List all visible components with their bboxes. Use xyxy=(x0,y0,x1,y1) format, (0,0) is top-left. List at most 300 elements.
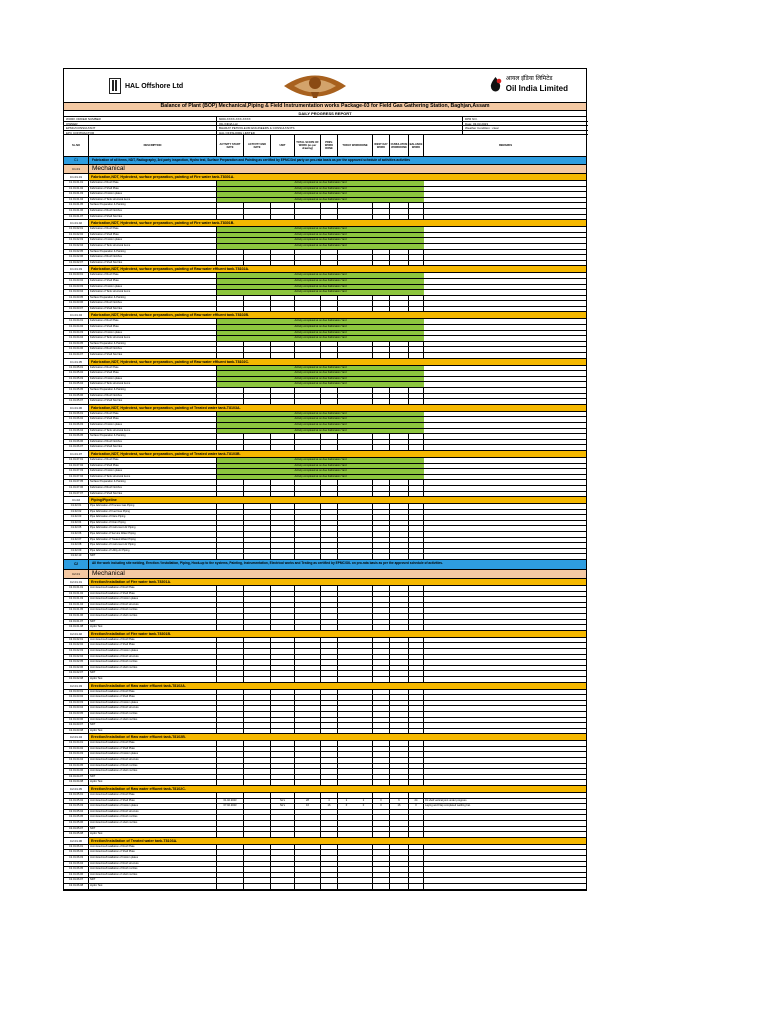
empty-cell xyxy=(424,215,587,220)
empty-cell xyxy=(373,492,390,497)
empty-cell xyxy=(295,666,321,671)
empty-cell xyxy=(244,832,271,837)
row-description: Fabrication of Shell Plate xyxy=(89,325,217,330)
empty-cell xyxy=(409,625,424,630)
category-row xyxy=(64,165,586,174)
row-description: Fabrication of Shell Plate xyxy=(89,464,217,469)
empty-cell xyxy=(338,209,373,214)
empty-cell xyxy=(295,526,321,531)
group-title: Erection/Installation of Fire water tank-T8301A. xyxy=(89,579,586,585)
empty-cell xyxy=(424,758,587,763)
empty-cell xyxy=(244,445,271,450)
empty-cell xyxy=(217,625,244,630)
activity-status-note: Activity completed at on-hoe Fabrication Yard xyxy=(217,336,424,341)
row-id: C1.01.04.01 xyxy=(64,319,89,324)
empty-cell xyxy=(338,769,373,774)
empty-cell xyxy=(338,620,373,625)
empty-cell xyxy=(217,353,244,358)
today-work-value: 0 xyxy=(345,804,348,808)
row-id: C2.01.02.01 xyxy=(64,638,89,643)
empty-cell xyxy=(295,510,321,515)
empty-cell xyxy=(373,353,390,358)
group-title: Fabrication,NDT, Hydrotest, surface preparation, painting of Fire water tank-T8301B. xyxy=(89,220,586,226)
empty-cell xyxy=(271,718,295,723)
empty-cell xyxy=(321,769,338,774)
empty-cell xyxy=(409,515,424,520)
total-scope: 16 xyxy=(295,804,321,809)
empty-cell xyxy=(373,660,390,665)
empty-cell xyxy=(295,723,321,728)
empty-cell xyxy=(295,532,321,537)
empty-cell xyxy=(424,878,587,883)
row-id: C2.01.05.05 xyxy=(64,815,89,820)
activity-status-note: Activity completed at on-hoe Fabrication Yard xyxy=(217,469,424,474)
empty-cell xyxy=(373,440,390,445)
empty-cell xyxy=(321,884,338,889)
empty-cell xyxy=(217,815,244,820)
empty-cell xyxy=(390,614,409,619)
empty-cell xyxy=(338,832,373,837)
empty-cell xyxy=(321,723,338,728)
row-description: Hydro Test xyxy=(89,884,217,889)
empty-cell xyxy=(373,342,390,347)
empty-cell xyxy=(271,586,295,591)
empty-cell xyxy=(295,342,321,347)
empty-cell xyxy=(271,867,295,872)
group-title: Fabrication,NDT, Hydrotest, surface preparation, painting of Fire water tank-T8301A. xyxy=(89,174,586,180)
empty-cell xyxy=(217,677,244,682)
empty-cell xyxy=(424,729,587,734)
row-id: C1.01.03.04 xyxy=(64,290,89,295)
info-cell: DPR NO. xyxy=(463,117,588,122)
group-row xyxy=(64,266,586,273)
empty-cell xyxy=(321,307,338,312)
empty-cell xyxy=(321,521,338,526)
column-header: TODAY WORKDONE xyxy=(338,135,373,156)
empty-cell xyxy=(217,614,244,619)
empty-cell xyxy=(217,747,244,752)
empty-cell xyxy=(217,878,244,883)
activity-status-note: Activity completed at on-hoe Fabrication Yard xyxy=(217,319,424,324)
row-description: Surface Preparation & Painting xyxy=(89,296,217,301)
empty-cell xyxy=(295,862,321,867)
empty-cell xyxy=(321,608,338,613)
empty-cell xyxy=(217,434,244,439)
empty-cell xyxy=(409,671,424,676)
row-description: Joint Erection/Installation of Roof nozzles xyxy=(89,608,217,613)
empty-cell xyxy=(373,480,390,485)
row-description: Joint Erection/Installation of Roof Plate xyxy=(89,793,217,798)
empty-cell xyxy=(271,620,295,625)
unit: No's xyxy=(271,804,295,809)
empty-cell xyxy=(424,586,587,591)
total-scope: 28 xyxy=(295,799,321,804)
empty-cell xyxy=(271,827,295,832)
column-header: ACTIVITY END DATE xyxy=(244,135,271,156)
group-title: Fabrication,NDT, Hydrotest, surface preparation, painting of Treated water tank-T8103A. xyxy=(89,405,586,411)
group-title: Piping/Pipeline xyxy=(89,497,586,503)
group-id: C1.01.05 xyxy=(64,359,89,365)
empty-cell xyxy=(409,543,424,548)
empty-cell xyxy=(373,815,390,820)
empty-cell xyxy=(295,597,321,602)
empty-cell xyxy=(409,856,424,861)
empty-cell xyxy=(321,873,338,878)
row-description: Joint Erection/Installation of shell nozzles xyxy=(89,821,217,826)
empty-cell xyxy=(244,821,271,826)
empty-cell xyxy=(409,660,424,665)
empty-cell xyxy=(373,747,390,752)
empty-cell xyxy=(390,723,409,728)
empty-cell xyxy=(321,614,338,619)
row-description: Fabrication of Roof Nozzles xyxy=(89,440,217,445)
row-description: Hydro Test xyxy=(89,780,217,785)
row-id: C2.01.04.08 xyxy=(64,780,89,785)
empty-cell xyxy=(424,850,587,855)
row-id: C2.01.03.06 xyxy=(64,718,89,723)
start-date: 07.02.2023 xyxy=(217,804,244,809)
empty-cell xyxy=(390,638,409,643)
empty-cell xyxy=(244,706,271,711)
row-id: C1.02.05 xyxy=(64,526,89,531)
empty-cell xyxy=(321,394,338,399)
empty-cell xyxy=(321,649,338,654)
empty-cell xyxy=(390,504,409,509)
empty-cell xyxy=(271,769,295,774)
section-id: C2 xyxy=(64,560,89,569)
group-title: Fabrication,NDT, Hydrotest, surface preparation, painting of Raw water effluent tank-T8102B. xyxy=(89,312,586,318)
empty-cell xyxy=(424,690,587,695)
empty-cell xyxy=(321,625,338,630)
empty-cell xyxy=(338,301,373,306)
group-id: C1.01.06 xyxy=(64,405,89,411)
empty-cell xyxy=(373,775,390,780)
empty-cell xyxy=(373,620,390,625)
empty-cell xyxy=(321,504,338,509)
empty-cell xyxy=(424,706,587,711)
row-id: C1.02.01 xyxy=(64,504,89,509)
row-description: Fabrication of Shell Nozzles xyxy=(89,445,217,450)
empty-cell xyxy=(390,394,409,399)
empty-cell xyxy=(373,718,390,723)
empty-cell xyxy=(390,775,409,780)
empty-cell xyxy=(409,677,424,682)
oil-india-hindi-text: आयल इंडिया लिमिटेड xyxy=(505,76,553,82)
empty-cell xyxy=(244,586,271,591)
category-row xyxy=(64,570,586,579)
activity-status-note: Activity completed at on-hoe Fabrication Yard xyxy=(217,377,424,382)
empty-cell xyxy=(321,586,338,591)
empty-cell xyxy=(424,597,587,602)
row-id: C2.01.03.05 xyxy=(64,712,89,717)
empty-cell xyxy=(409,878,424,883)
empty-cell xyxy=(373,873,390,878)
empty-cell xyxy=(321,660,338,665)
row-description: Fabrication of Shell Plate xyxy=(89,233,217,238)
empty-cell xyxy=(338,695,373,700)
activity-status-note: Activity completed at on-hoe Fabrication Yard xyxy=(217,227,424,232)
empty-cell xyxy=(338,723,373,728)
empty-cell xyxy=(409,203,424,208)
row-description: Joint Erection/Installation of Shell Plate xyxy=(89,695,217,700)
row-id: C2.01.05.02 xyxy=(64,799,89,804)
row-id: C2.01.02.03 xyxy=(64,649,89,654)
empty-cell xyxy=(424,769,587,774)
empty-cell xyxy=(271,660,295,665)
column-header: ACTIVITY START DATE xyxy=(217,135,244,156)
row-id: C2.01.06.04 xyxy=(64,862,89,867)
empty-cell xyxy=(244,434,271,439)
empty-cell xyxy=(321,729,338,734)
empty-cell xyxy=(338,532,373,537)
empty-cell xyxy=(271,884,295,889)
empty-cell xyxy=(244,741,271,746)
row-description: Joint Erection/Installation of Roof structure xyxy=(89,603,217,608)
cumulative-work: 16 xyxy=(390,804,409,809)
empty-cell xyxy=(390,255,409,260)
empty-cell xyxy=(338,608,373,613)
empty-cell xyxy=(271,764,295,769)
empty-cell xyxy=(295,586,321,591)
empty-cell xyxy=(321,388,338,393)
row-description: Fabrication of Roof Nozzles xyxy=(89,209,217,214)
row-id: C1.01.07.05 xyxy=(64,480,89,485)
empty-cell xyxy=(217,510,244,515)
empty-cell xyxy=(271,677,295,682)
empty-cell xyxy=(295,614,321,619)
empty-cell xyxy=(244,884,271,889)
row-remark: Laying and Flap completed welding bal. xyxy=(425,804,471,808)
empty-cell xyxy=(217,492,244,497)
empty-cell xyxy=(271,608,295,613)
row-description: Fabrication of Tank structural items xyxy=(89,198,217,203)
empty-cell xyxy=(390,353,409,358)
empty-cell xyxy=(271,603,295,608)
row-description: Joint Erection/Installation of shell nozzles xyxy=(89,666,217,671)
empty-cell xyxy=(244,775,271,780)
empty-cell xyxy=(244,769,271,774)
empty-cell xyxy=(409,434,424,439)
row-description: Joint Erection/Installation of Roof nozzles xyxy=(89,712,217,717)
row-description: Fabrication of Roof Plate xyxy=(89,273,217,278)
empty-cell xyxy=(244,850,271,855)
activity-status-note: Activity completed at on-hoe Fabrication Yard xyxy=(217,331,424,336)
empty-cell xyxy=(424,538,587,543)
empty-cell xyxy=(244,399,271,404)
empty-cell xyxy=(338,586,373,591)
info-cell: BHARAT PETROLEUM ENGINEERS & CONSULTANTS xyxy=(217,126,463,131)
empty-cell xyxy=(409,592,424,597)
empty-cell xyxy=(409,510,424,515)
empty-cell xyxy=(271,856,295,861)
empty-cell xyxy=(373,695,390,700)
report-header xyxy=(64,69,586,103)
empty-cell xyxy=(271,445,295,450)
row-description: Hydro Test xyxy=(89,677,217,682)
row-description: Joint Erection/Installation of bottom plates xyxy=(89,649,217,654)
today-work xyxy=(338,799,373,804)
empty-cell xyxy=(338,592,373,597)
empty-cell xyxy=(295,677,321,682)
empty-cell xyxy=(295,399,321,404)
row-id: C2.01.05.06 xyxy=(64,821,89,826)
row-id: C1.01.02.07 xyxy=(64,261,89,266)
empty-cell xyxy=(217,793,244,798)
empty-cell xyxy=(409,845,424,850)
empty-cell xyxy=(217,296,244,301)
empty-cell xyxy=(271,554,295,559)
empty-cell xyxy=(244,510,271,515)
empty-cell xyxy=(409,701,424,706)
empty-cell xyxy=(424,399,587,404)
empty-cell xyxy=(409,832,424,837)
group-row xyxy=(64,451,586,458)
empty-cell xyxy=(217,597,244,602)
empty-cell xyxy=(217,586,244,591)
empty-cell xyxy=(271,492,295,497)
row-id: C1.01.02.05 xyxy=(64,250,89,255)
empty-cell xyxy=(409,480,424,485)
empty-cell xyxy=(217,532,244,537)
empty-cell xyxy=(244,780,271,785)
empty-cell xyxy=(271,353,295,358)
empty-cell xyxy=(409,867,424,872)
empty-cell xyxy=(424,815,587,820)
empty-cell xyxy=(321,526,338,531)
empty-cell xyxy=(390,878,409,883)
empty-cell xyxy=(373,690,390,695)
row-id: C2.01.06.02 xyxy=(64,850,89,855)
empty-cell xyxy=(244,597,271,602)
report-title: Balance of Plant (BOP) Mechanical,Piping & Field Instrumentation works Package-03 for Field Gas Gathering Station, Baghjan,Assam xyxy=(64,103,586,111)
empty-cell xyxy=(424,832,587,837)
empty-cell xyxy=(321,342,338,347)
empty-cell xyxy=(390,586,409,591)
empty-cell xyxy=(424,873,587,878)
empty-cell xyxy=(424,504,587,509)
empty-cell xyxy=(424,718,587,723)
empty-cell xyxy=(217,723,244,728)
empty-cell xyxy=(409,666,424,671)
info-cell: Weather Condition : clear xyxy=(463,126,588,131)
row-description: Joint Erection/Installation of shell nozzles xyxy=(89,769,217,774)
empty-cell xyxy=(295,690,321,695)
empty-cell xyxy=(409,399,424,404)
empty-cell xyxy=(271,250,295,255)
empty-cell xyxy=(424,764,587,769)
row-id: C1.01.04.06 xyxy=(64,347,89,352)
empty-cell xyxy=(244,592,271,597)
empty-cell xyxy=(424,543,587,548)
empty-cell xyxy=(321,764,338,769)
empty-cell xyxy=(424,209,587,214)
empty-cell xyxy=(217,775,244,780)
empty-cell xyxy=(295,856,321,861)
info-cell: EPC CONTRACTOR xyxy=(64,131,217,136)
empty-cell xyxy=(321,718,338,723)
empty-cell xyxy=(217,827,244,832)
category-id: C1.01 xyxy=(64,165,89,173)
empty-cell xyxy=(409,603,424,608)
empty-cell xyxy=(271,480,295,485)
empty-cell xyxy=(373,347,390,352)
row-description: Fabrication of bottom plates xyxy=(89,423,217,428)
empty-cell xyxy=(373,592,390,597)
group-row xyxy=(64,312,586,319)
row-id: C1.01.02.03 xyxy=(64,238,89,243)
empty-cell xyxy=(244,620,271,625)
row-id: C1.02.03 xyxy=(64,515,89,520)
report-body xyxy=(64,157,586,890)
today-work-value-2: 2 xyxy=(362,798,365,802)
empty-cell xyxy=(244,480,271,485)
empty-cell xyxy=(217,445,244,450)
empty-cell xyxy=(424,695,587,700)
row-description: Fabrication of Tank structural items xyxy=(89,475,217,480)
empty-cell xyxy=(244,677,271,682)
empty-cell xyxy=(424,741,587,746)
row-id: C1.01.03.05 xyxy=(64,296,89,301)
empty-cell xyxy=(390,480,409,485)
empty-cell xyxy=(295,873,321,878)
empty-cell xyxy=(271,723,295,728)
empty-cell xyxy=(295,764,321,769)
row-description: Surface Preparation & Painting xyxy=(89,250,217,255)
empty-cell xyxy=(271,666,295,671)
empty-cell xyxy=(321,878,338,883)
empty-cell xyxy=(295,261,321,266)
empty-cell xyxy=(295,620,321,625)
empty-cell xyxy=(217,873,244,878)
empty-cell xyxy=(338,597,373,602)
empty-cell xyxy=(338,554,373,559)
empty-cell xyxy=(321,209,338,214)
empty-cell xyxy=(217,832,244,837)
empty-cell xyxy=(244,486,271,491)
empty-cell xyxy=(390,250,409,255)
empty-cell xyxy=(271,440,295,445)
empty-cell xyxy=(424,492,587,497)
empty-cell xyxy=(244,532,271,537)
empty-cell xyxy=(373,666,390,671)
row-id: C1.01.01.01 xyxy=(64,181,89,186)
empty-cell xyxy=(373,712,390,717)
empty-cell xyxy=(321,775,338,780)
empty-cell xyxy=(217,769,244,774)
end-date xyxy=(244,799,271,804)
empty-cell xyxy=(321,353,338,358)
empty-cell xyxy=(295,515,321,520)
empty-cell xyxy=(409,775,424,780)
row-description: Fabrication of Roof Plate xyxy=(89,319,217,324)
empty-cell xyxy=(244,215,271,220)
empty-cell xyxy=(271,434,295,439)
info-cell: 6000-XXXX-XXX-XXXX xyxy=(217,117,463,122)
empty-cell xyxy=(338,764,373,769)
empty-cell xyxy=(373,764,390,769)
row-id: C2.01.01.03 xyxy=(64,597,89,602)
empty-cell xyxy=(321,701,338,706)
empty-cell xyxy=(390,884,409,889)
row-description: Joint Erection/Installation of Roof structure xyxy=(89,862,217,867)
empty-cell xyxy=(390,307,409,312)
empty-cell xyxy=(244,342,271,347)
empty-cell xyxy=(424,255,587,260)
empty-cell xyxy=(409,643,424,648)
empty-cell xyxy=(217,554,244,559)
empty-cell xyxy=(424,655,587,660)
row-id: C1.01.01.04 xyxy=(64,198,89,203)
